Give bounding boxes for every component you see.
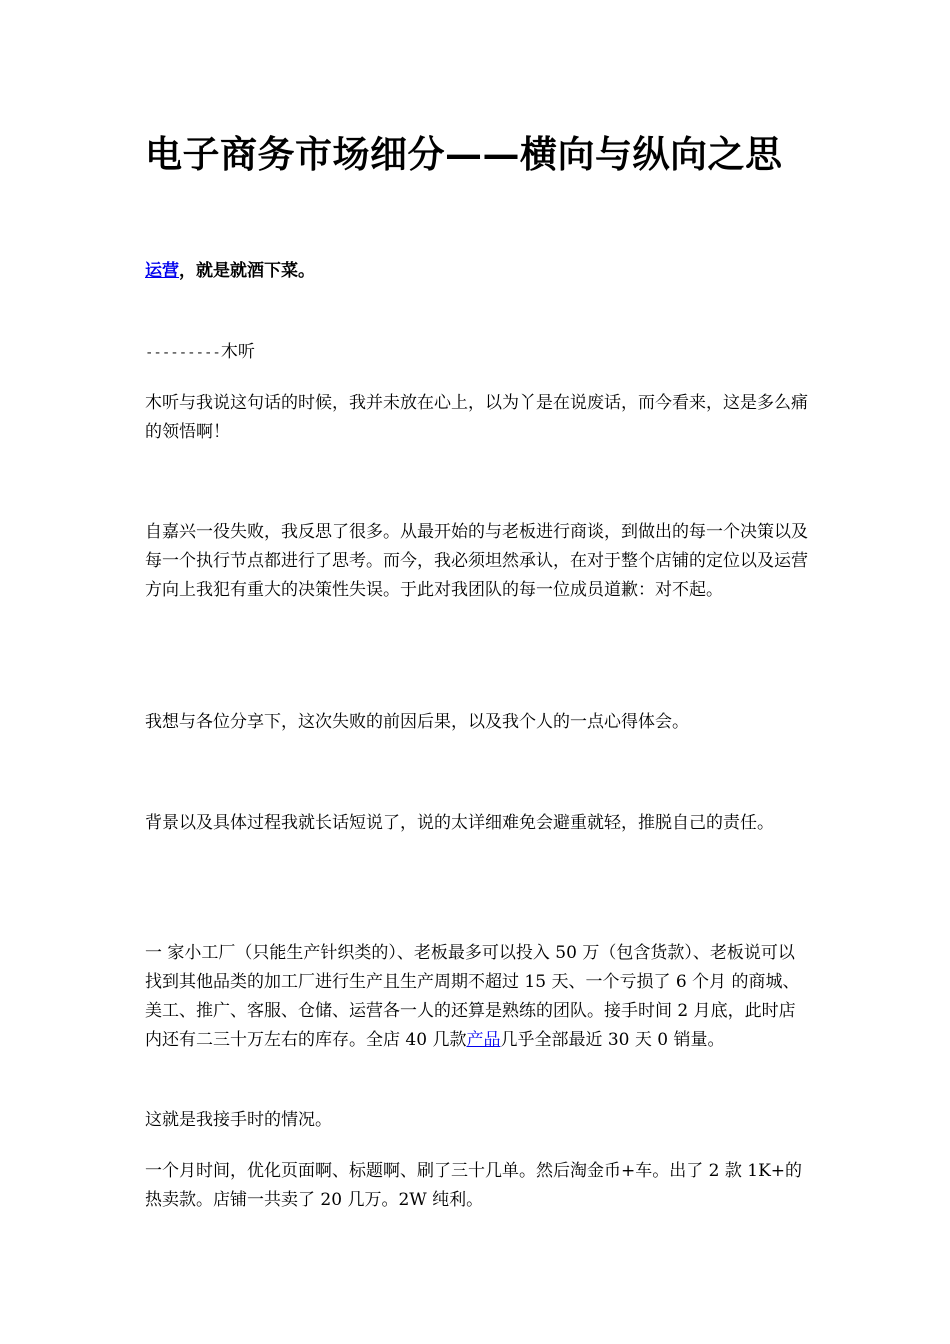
- paragraph-3: 我想与各位分享下，这次失败的前因后果，以及我个人的一点心得体会。: [145, 712, 689, 732]
- operations-link[interactable]: 运营: [145, 261, 179, 281]
- attribution: [145, 338, 810, 368]
- paragraph-5: [145, 939, 810, 1055]
- epigraph-text: ，就是就酒下菜。: [179, 261, 315, 281]
- epigraph: [145, 257, 810, 286]
- paragraph-5-text-a: 一 家小工厂（只能生产针织类的）、老板最多可以投入 50 万（包含货款）、老板说可以找到其他品类的加工厂进行生产且生产周期不超过 15 天、一个亏损了 6 个月 的商城、美工、推广、客服、仓储、运营各一人的还算是熟练的团队。接手时间 2 月底，此时店内还有二三十万左右的库存。全店 40 几款: [145, 943, 800, 1050]
- paragraph-1: 木听与我说这句话的时候，我并未放在心上，以为丫是在说废话，而今看来，这是多么痛的领悟啊！: [145, 393, 808, 442]
- document-title: 电子商务市场细分——横向与纵向之思: [145, 132, 783, 176]
- paragraph-4: 背景以及具体过程我就长话短说了，说的太详细难免会避重就轻，推脱自己的责任。: [145, 813, 774, 833]
- paragraph-2: 自嘉兴一役失败，我反思了很多。从最开始的与老板进行商谈，到做出的每一个决策以及每一个执行节点都进行了思考。而今，我必须坦然承认，在对于整个店铺的定位以及运营方向上我犯有重大的决策性失误。于此对我团队的每一位成员道歉：对不起。: [145, 522, 808, 600]
- attribution-name: 木听: [220, 342, 255, 362]
- paragraph-5-text-b: 几乎全部最近 30 天 0 销量。: [500, 1030, 725, 1050]
- paragraph-6: 这就是我接手时的情况。: [145, 1110, 332, 1130]
- attribution-dashes: ---------: [145, 345, 221, 361]
- products-link[interactable]: 产品: [466, 1030, 501, 1050]
- paragraph-7: 一个月时间，优化页面啊、标题啊、刷了三十几单。然后淘金币+车。出了 2 款 1K+的热卖款。店铺一共卖了 20 几万。2W 纯利。: [145, 1161, 803, 1210]
